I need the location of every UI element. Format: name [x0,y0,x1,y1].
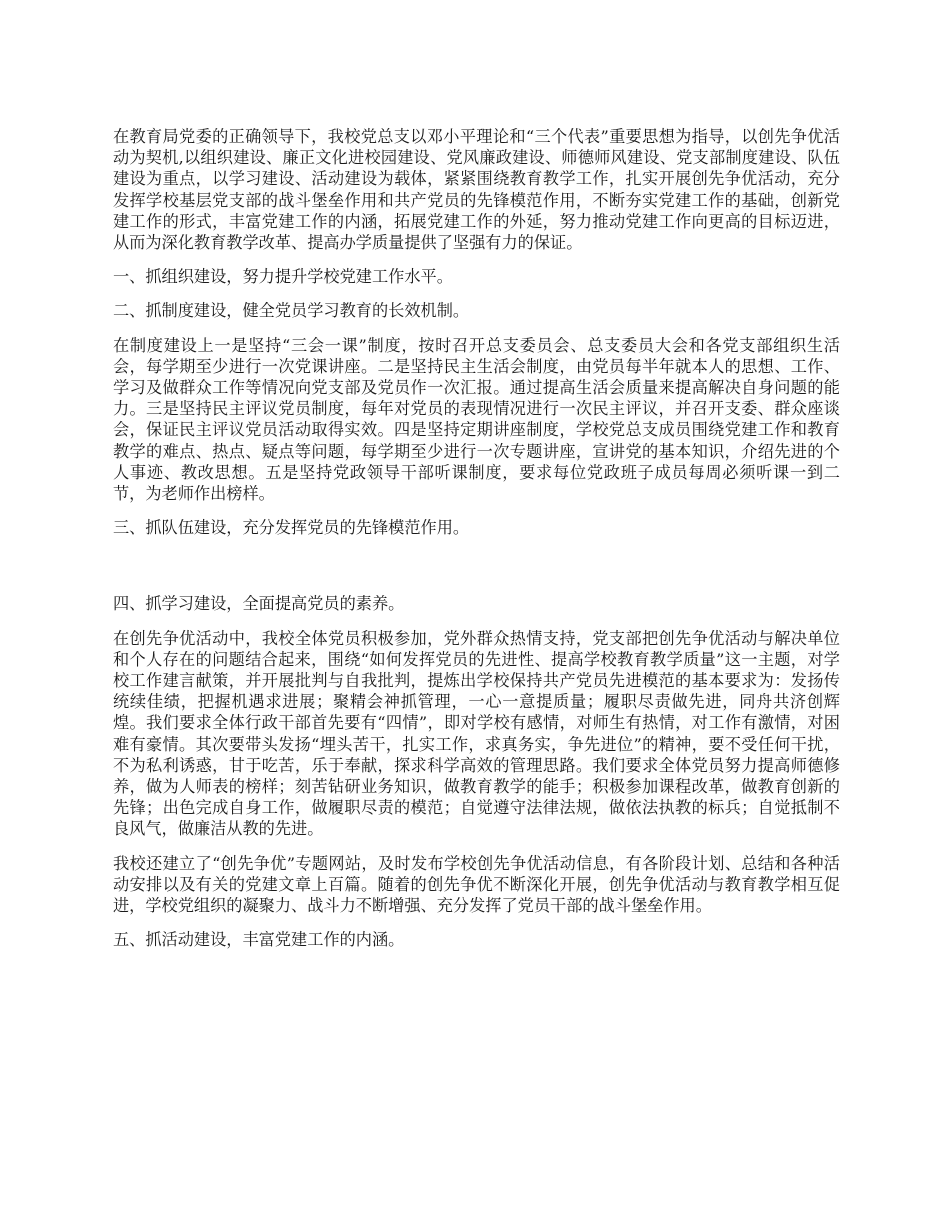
intro-paragraph: 在教育局党委的正确领导下，我校党总支以邓小平理论和“三个代表”重要思想为指导，以创先争优活动为契机,以组织建设、廉正文化进校园建设、党风廉政建设、师德师风建设、党支部制度建设、队伍建设为重点，以学习建设、活动建设为载体，紧紧围绕教育教学工作，扎实开展创先争优活动，充分发挥学校基层党支部的战斗堡垒作用和共产党员的先锋模范作用，不断夯实党建工作的基础，创新党建工作的形式，丰富党建工作的内涵，拓展党建工作的外延，努力推动党建工作向更高的目标迈进，从而为深化教育教学改革、提高办学质量提供了坚强有力的保证。 [113,127,840,253]
section-2-heading: 二、抓制度建设，健全党员学习教育的长效机制。 [113,301,470,321]
section-spacer [113,551,840,593]
section-4-paragraph-2: 我校还建立了“创先争优”专题网站，及时发布学校创先争优活动信息，有各阶段计划、总结和各种活动安排以及有关的党建文章上百篇。随着的创先争优不断深化开展，创先争优活动与教育教学相互促进，学校党组织的凝聚力、战斗力不断增强、充分发挥了党员干部的战斗堡垒作用。 [113,853,840,916]
document-page [113,126,840,964]
section-2-paragraph: 在制度建设上一是坚持“三会一课”制度，按时召开总支委员会、总支委员大会和各党支部组织生活会，每学期至少进行一次党课讲座。二是坚持民主生活会制度，由党员每半年就本人的思想、工作、学习及做群众工作等情况向党支部及党员作一次汇报。通过提高生活会质量来提高解决自身问题的能力。三是坚持民主评议党员制度，每年对党员的表现情况进行一次民主评议，并召开支委、群众座谈会，保证民主评议党员活动取得实效。四是坚持定期讲座制度，学校党总支成员围绕党建工作和教育教学的难点、热点、疑点等问题，每学期至少进行一次专题讲座，宣讲党的基本知识，介绍先进的个人事迹、教改思想。五是坚持党政领导干部听课制度，要求每位党政班子成员每周必须听课一到二节，为老师作出榜样。 [113,335,840,504]
section-3-heading: 三、抓队伍建设，充分发挥党员的先锋模范作用。 [113,518,470,538]
section-4-heading: 四、抓学习建设，全面提高党员的素养。 [113,594,405,614]
section-5-heading: 五、抓活动建设，丰富党建工作的内涵。 [113,930,405,950]
section-1-heading: 一、抓组织建设，努力提升学校党建工作水平。 [113,267,453,287]
section-4-paragraph-1: 在创先争优活动中，我校全体党员积极参加，党外群众热情支持，党支部把创先争优活动与解决单位和个人存在的问题结合起来，围绕“如何发挥党员的先进性、提高学校教育教学质量”这一主题，对学校工作建言献策，并开展批判与自我批判，提炼出学校保持共产党员先进模范的基本要求为：发扬传统续佳绩，把握机遇求进展；聚精会神抓管理，一心一意提质量；履职尽责做先进，同舟共济创辉煌。我们要求全体行政干部首先要有“四情”，即对学校有感情，对师生有热情，对工作有激情，对困难有豪情。其次要带头发扬“埋头苦干，扎实工作，求真务实，争先进位”的精神，要不受任何干扰，不为私利诱惑，甘于吃苦，乐于奉献，探求科学高效的管理思路。我们要求全体党员努力提高师德修养，做为人师表的榜样；刻苦钻研业务知识，做教育教学的能手；积极参加课程改革，做教育创新的先锋；出色完成自身工作，做履职尽责的模范；自觉遵守法律法规，做依法执教的标兵；自觉抵制不良风气，做廉洁从教的先进。 [113,628,840,839]
